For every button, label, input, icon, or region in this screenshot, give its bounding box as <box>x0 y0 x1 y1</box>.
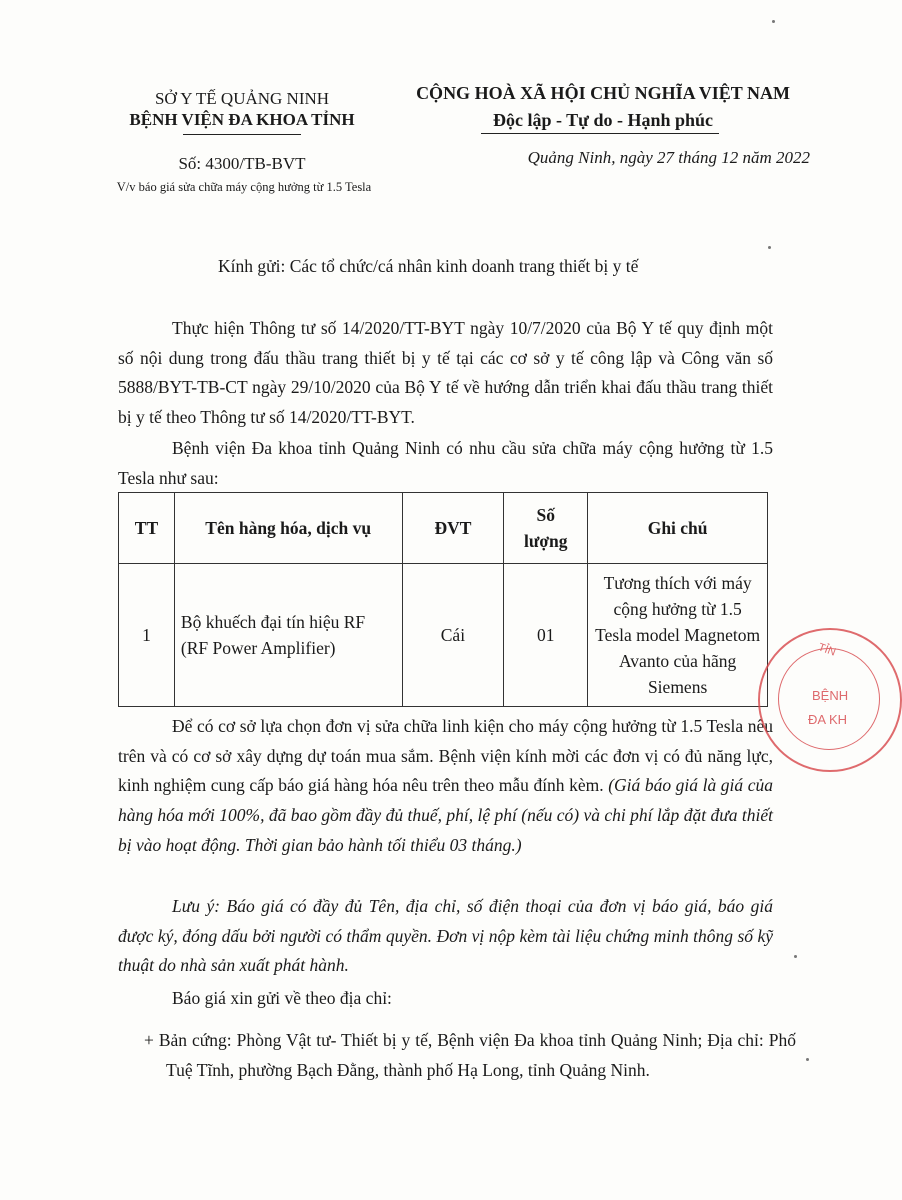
cell-note: Tương thích với máy cộng hưởng từ 1.5 Tesla model Magnetom Avanto của hãng Siemens <box>588 564 768 707</box>
stamp-text-mid1: BỆNH <box>812 688 849 703</box>
paragraph-send-to: Báo giá xin gửi về theo địa chỉ: <box>172 988 392 1008</box>
header-qty-line2: lượng <box>524 531 568 551</box>
org-name: BỆNH VIỆN ĐA KHOA TỈNH <box>129 110 355 129</box>
national-heading <box>398 80 808 134</box>
header-name: Tên hàng hóa, dịch vụ <box>174 493 402 564</box>
recipient-line: Kính gửi: Các tổ chức/cá nhân kinh doanh trang thiết bị y tế <box>218 256 639 276</box>
stamp-text-mid2: ĐA KH <box>808 712 848 727</box>
paragraph-need: Bệnh viện Đa khoa tỉnh Quảng Ninh có nhu cầu sửa chữa máy cộng hưởng từ 1.5 Tesla như sau: <box>118 438 773 488</box>
stamp-text-top: TỈN <box>816 641 838 659</box>
table-row <box>119 564 768 707</box>
place-date: Quảng Ninh, ngày 27 tháng 12 năm 2022 <box>527 148 810 167</box>
document-subject: V/v báo giá sửa chữa máy cộng hưởng từ 1.5 Tesla <box>116 180 372 194</box>
cell-qty: 01 <box>504 564 588 707</box>
invitation-text: Để có cơ sở lựa chọn đơn vị sửa chữa linh kiện cho máy cộng hưởng từ 1.5 Tesla nêu trên và có cơ sở xây dựng dự toán mua sắm. Bệnh viện kính mời các đơn vị có đủ năng lực, kinh nghiệm cung cấp báo giá hàng hóa nêu trên theo mẫu đính kèm. <box>118 716 773 796</box>
country-name: CỘNG HOÀ XÃ HỘI CHỦ NGHĨA VIỆT NAM <box>416 83 790 103</box>
cell-tt: 1 <box>119 564 175 707</box>
org-underline <box>183 134 301 135</box>
goods-table <box>118 492 768 707</box>
scan-speck <box>768 246 771 249</box>
header-unit: ĐVT <box>402 493 504 564</box>
official-stamp <box>758 628 902 772</box>
motto-underline <box>481 133 719 134</box>
cell-unit: Cái <box>402 564 504 707</box>
paragraph-legal-basis: Thực hiện Thông tư số 14/2020/TT-BYT ngày 10/7/2020 của Bộ Y tế quy định một số nội dung trong đấu thầu trang thiết bị y tế tại các cơ sở y tế công lập và Công văn số 5888/BYT-TB-CT ngày 29/10/2020 của Bộ Y tế về hướng dẫn triển khai đấu thầu trang thiết bị y tế theo Thông tư số 14/2020/TT-BYT. <box>118 318 773 428</box>
paragraph-hard-copy: + Bản cứng: Phòng Vật tư- Thiết bị y tế, Bệnh viện Đa khoa tỉnh Quảng Ninh; Địa chỉ: Phố Tuệ Tĩnh, phường Bạch Đằng, thành phố Hạ Long, tỉnh Quảng Ninh. <box>144 1030 796 1080</box>
document-number: Số: 4300/TB-BVT <box>178 154 306 173</box>
cell-name: Bộ khuếch đại tín hiệu RF (RF Power Amplifier) <box>174 564 402 707</box>
scan-speck <box>806 1058 809 1061</box>
table-header-row <box>119 493 768 564</box>
org-parent: SỞ Y TẾ QUẢNG NINH <box>154 89 330 108</box>
scan-speck <box>794 955 797 958</box>
paragraph-note: Lưu ý: Báo giá có đầy đủ Tên, địa chỉ, số điện thoại của đơn vị báo giá, báo giá được ký, đóng dấu bởi người có thẩm quyền. Đơn vị nộp kèm tài liệu chứng minh thông số kỹ thuật do nhà sản xuất phát hành. <box>118 896 773 976</box>
header-qty-line1: Số <box>536 505 556 525</box>
scan-speck <box>772 20 775 23</box>
header-note: Ghi chú <box>588 493 768 564</box>
header-qty <box>504 493 588 564</box>
invitation-price-note: (Giá báo giá là giá của hàng hóa mới 100%, đã bao gồm đầy đủ thuế, phí, lệ phí (nếu có) và chi phí lắp đặt đưa thiết bị vào hoạt động. Thời gian bảo hành tối thiểu 03 tháng.) <box>118 775 773 855</box>
header-tt: TT <box>119 493 175 564</box>
paragraph-invitation <box>118 712 773 861</box>
organization-block <box>112 88 372 130</box>
motto: Độc lập - Tự do - Hạnh phúc <box>492 110 714 130</box>
